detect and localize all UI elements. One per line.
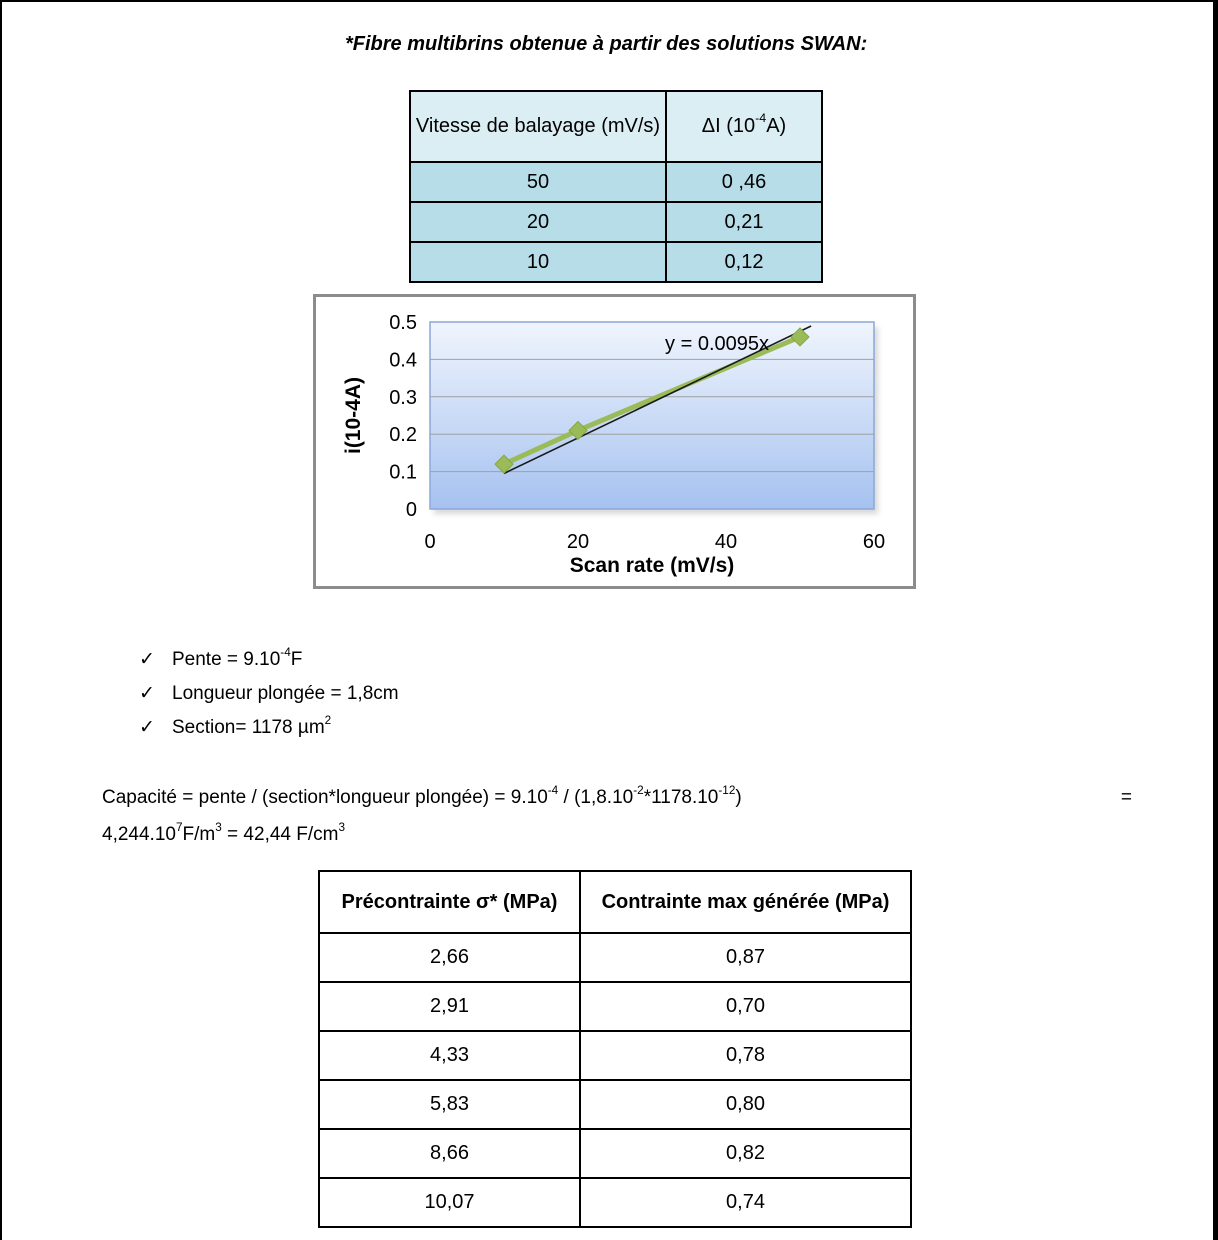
- table-cell: 0 ,46: [666, 162, 822, 202]
- table-cell: 0,87: [580, 933, 911, 982]
- scan-rate-table-header: [410, 91, 822, 162]
- stress-table-body: [319, 933, 911, 1227]
- y-tick-label: 0: [405, 499, 417, 521]
- y-tick-label: 0.5: [389, 312, 417, 334]
- stress-table-header: [319, 871, 911, 933]
- y-axis-title: i(10-4A): [342, 376, 365, 455]
- table-cell: 2,66: [319, 933, 580, 982]
- header-cell-precontrainte: Précontrainte σ* (MPa): [319, 871, 580, 933]
- y-tick-label: 0.3: [389, 386, 417, 409]
- table-row: [319, 933, 911, 982]
- table-row: [410, 242, 822, 282]
- x-axis-title: Scan rate (mV/s): [569, 554, 735, 577]
- table-row: [319, 1178, 911, 1227]
- table-cell: 10: [410, 242, 666, 282]
- table-row: [319, 1129, 911, 1178]
- capacity-paragraph: [102, 779, 1132, 853]
- checklist-item-section: Section= 1178 µm$^2$: [172, 713, 332, 738]
- checklist-item-longueur: Longueur plongée = 1,8cm: [172, 683, 399, 704]
- table-row: [319, 1031, 911, 1080]
- chart: [313, 294, 916, 589]
- table-row: [319, 1080, 911, 1129]
- header-cell-scan-rate: Vitesse de balayage (mV/s): [410, 91, 666, 162]
- table-cell: 50: [410, 162, 666, 202]
- table-cell: 0,78: [580, 1031, 911, 1080]
- table-cell: 0,12: [666, 242, 822, 282]
- x-tick-label: 0: [424, 531, 436, 553]
- table-row: [410, 162, 822, 202]
- scan-rate-chart: [313, 294, 916, 589]
- y-tick-label: 0.2: [389, 424, 417, 447]
- capacity-line-1: [102, 779, 1132, 816]
- checkmark-icon: ✓: [139, 717, 155, 738]
- table-cell: 8,66: [319, 1129, 580, 1178]
- table-cell: 5,83: [319, 1080, 580, 1129]
- y-tick-label: 0.1: [389, 461, 417, 484]
- table-header-row: [319, 871, 911, 933]
- table-cell: 10,07: [319, 1178, 580, 1227]
- table-cell: 0,70: [580, 982, 911, 1031]
- list-item: [139, 645, 399, 682]
- header-cell-delta-i: ΔI $(10^{-4}A)$: [666, 91, 822, 162]
- capacity-equals-tail: =: [1120, 787, 1132, 808]
- table-cell: 0,74: [580, 1178, 911, 1227]
- page-title: *Fibre multibrins obtenue à partir des solutions SWAN:: [345, 33, 868, 55]
- checkmark-icon: ✓: [139, 649, 155, 670]
- table-row: [410, 202, 822, 242]
- table-row: [319, 982, 911, 1031]
- table-cell: 0,82: [580, 1129, 911, 1178]
- table-header-row: [410, 91, 822, 162]
- list-item: [139, 713, 399, 750]
- table-cell: 2,91: [319, 982, 580, 1031]
- x-tick-label: 60: [862, 531, 886, 553]
- list-item: [139, 682, 399, 716]
- table-cell: 0,21: [666, 202, 822, 242]
- table-cell: 4,33: [319, 1031, 580, 1080]
- y-tick-label: 0.4: [389, 349, 417, 372]
- x-tick-label: 20: [566, 531, 590, 553]
- trendline-equation: y = 0.0095x: [665, 333, 769, 355]
- stress-table: [318, 870, 912, 1228]
- checkmark-icon: ✓: [139, 683, 155, 704]
- table-cell: 20: [410, 202, 666, 242]
- scan-rate-table-body: [410, 162, 822, 282]
- header-cell-contrainte-max: Contrainte max générée (MPa): [580, 871, 911, 933]
- scan-rate-table: [409, 90, 823, 283]
- capacity-line-2: $4,244.10^7F/m^3 = 42,44$ $F/cm^3$: [102, 820, 346, 845]
- checklist-item-pente: Pente = $9.10^{-4}F$: [172, 645, 303, 670]
- checklist: [139, 645, 399, 750]
- plot-area: [430, 322, 874, 509]
- table-cell: 0,80: [580, 1080, 911, 1129]
- x-tick-label: 40: [714, 531, 738, 553]
- capacity-formula: Capacité = pente / (section*longueur plongée) = $9.10^{-4} / (1,8.10^{-2}*1178.10^{-12})$: [102, 783, 742, 808]
